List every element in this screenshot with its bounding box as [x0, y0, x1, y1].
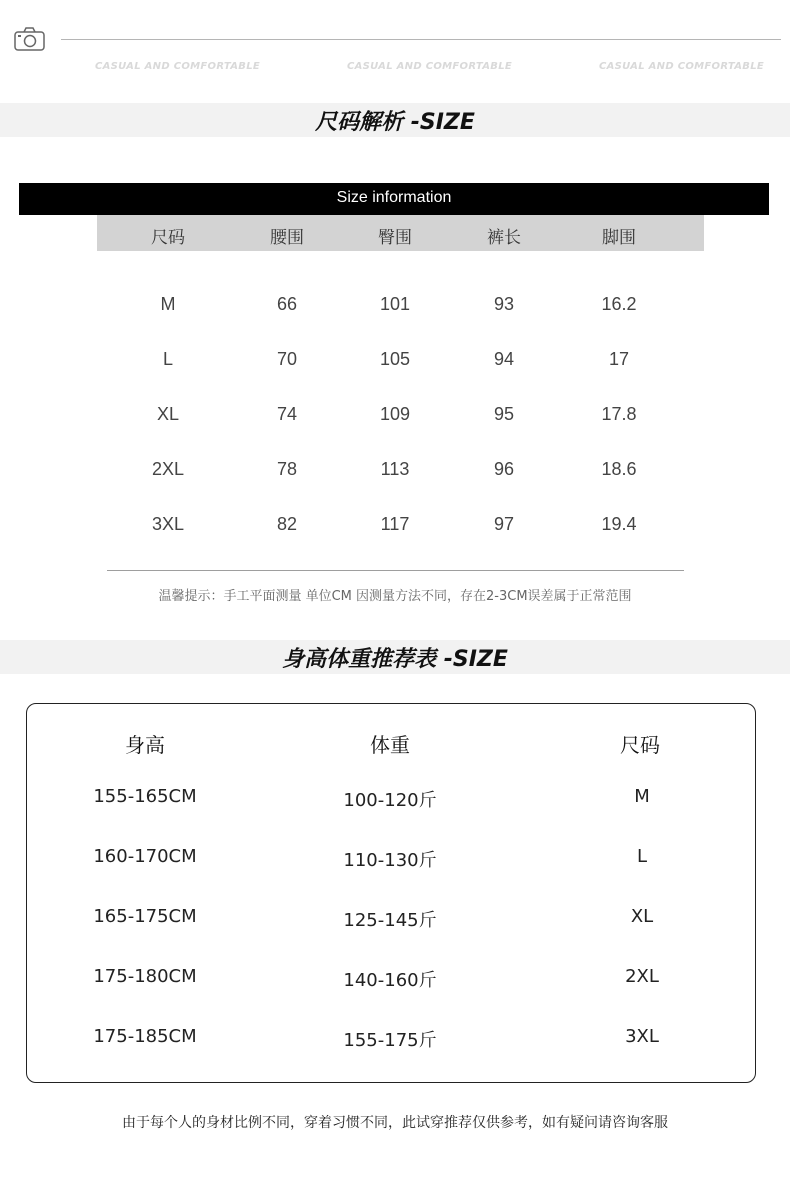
table-cell: 140-160斤	[343, 970, 437, 991]
table-cell: 101	[379, 294, 411, 314]
table-cell: 3XL	[625, 1026, 659, 1047]
table-cell: 94	[493, 349, 515, 369]
recommend-section-title: 身高体重推荐表 -SIZE	[282, 647, 508, 672]
col-header-weight: 体重	[370, 733, 410, 757]
table-cell: 160-170CM	[93, 846, 197, 867]
col-header-size: 尺码	[620, 733, 660, 757]
col-header-waist: 腰围	[270, 228, 304, 248]
table-cell: 78	[276, 459, 298, 479]
tagline-3: CASUAL AND COMFORTABLE	[599, 61, 765, 72]
table-cell: 175-185CM	[93, 1026, 197, 1047]
table-cell: 155-175斤	[343, 1030, 437, 1051]
table-cell: 113	[380, 459, 410, 479]
measurement-note: 温馨提示：手工平面测量 单位CM 因测量方法不同，存在2-3CM误差属于正常范围	[158, 589, 632, 604]
tagline-1: CASUAL AND COMFORTABLE	[95, 61, 261, 72]
table-cell: 100-120斤	[343, 790, 437, 811]
top-divider	[61, 39, 781, 40]
table-cell: 19.4	[601, 514, 637, 534]
table-cell: 17	[608, 349, 630, 369]
camera-icon	[14, 26, 46, 52]
table-cell: 82	[276, 514, 298, 534]
table-cell: 17.8	[601, 404, 637, 424]
table-cell: XL	[630, 906, 654, 927]
table-cell: 117	[380, 514, 410, 534]
table-cell: 3XL	[151, 514, 185, 534]
table-cell: 66	[276, 294, 298, 314]
table-cell: 74	[276, 404, 298, 424]
table-cell: XL	[156, 404, 180, 424]
col-header-length: 裤长	[487, 228, 521, 248]
col-header-size: 尺码	[151, 228, 185, 248]
table-cell: 96	[493, 459, 515, 479]
table-cell: 125-145斤	[343, 910, 437, 931]
table-cell: M	[634, 786, 650, 807]
table-cell: 109	[379, 404, 411, 424]
tagline-2: CASUAL AND COMFORTABLE	[347, 61, 513, 72]
table-cell: 110-130斤	[343, 850, 437, 871]
col-header-hem: 脚围	[602, 228, 636, 248]
table-cell: 155-165CM	[93, 786, 197, 807]
table-cell: 18.6	[601, 459, 637, 479]
recommend-note: 由于每个人的身材比例不同，穿着习惯不同，此试穿推荐仅供参考，如有疑问请咨询客服	[122, 1115, 668, 1131]
table-cell: L	[636, 846, 648, 867]
table-cell: 70	[276, 349, 298, 369]
table-cell: 2XL	[151, 459, 185, 479]
table-cell: 2XL	[625, 966, 659, 987]
table-cell: 16.2	[601, 294, 637, 314]
table-cell: 165-175CM	[93, 906, 197, 927]
col-header-hip: 臀围	[378, 228, 412, 248]
col-header-height: 身高	[125, 733, 165, 757]
size-section-title: 尺码解析 -SIZE	[315, 110, 475, 135]
table-cell: L	[162, 349, 173, 369]
table-cell: 93	[493, 294, 515, 314]
table-cell: 175-180CM	[93, 966, 197, 987]
table-divider	[107, 570, 684, 571]
size-info-label: Size information	[336, 189, 452, 206]
table-cell: M	[160, 294, 176, 314]
table-cell: 105	[379, 349, 411, 369]
table-cell: 97	[493, 514, 515, 534]
table-cell: 95	[493, 404, 515, 424]
